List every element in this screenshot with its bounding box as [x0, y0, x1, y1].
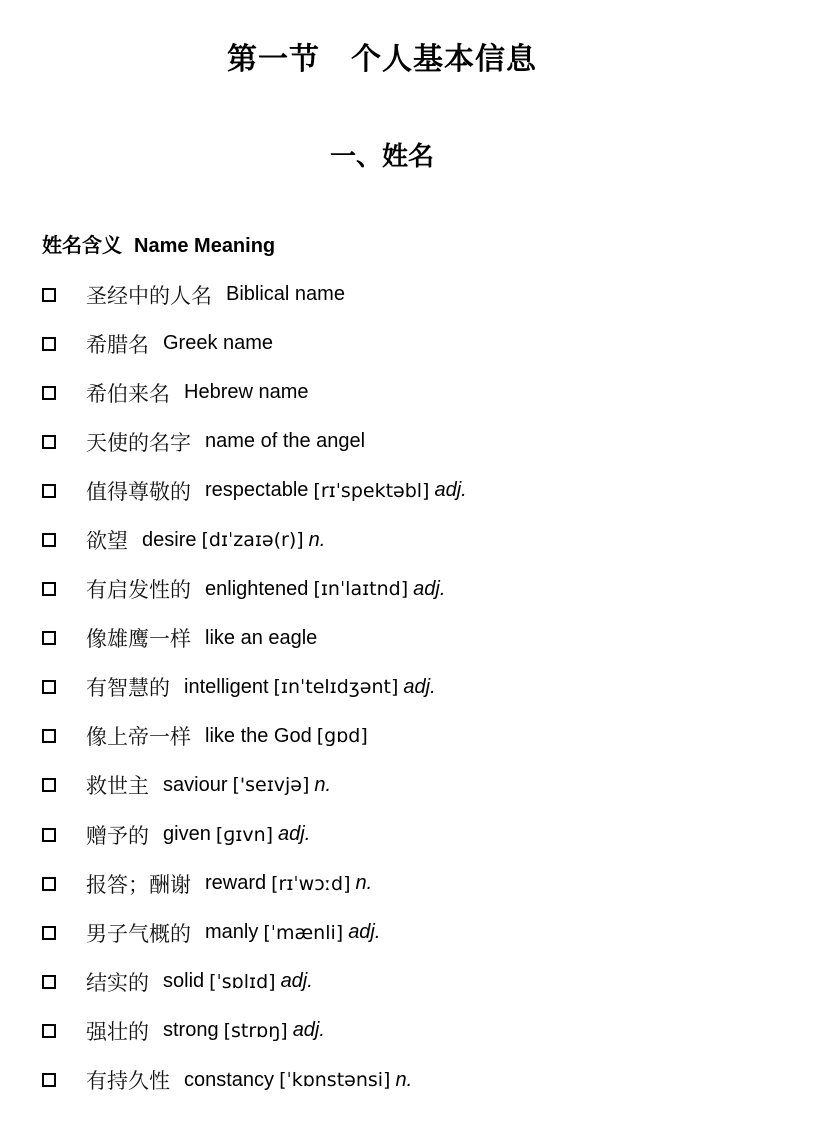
list-item [42, 908, 467, 957]
item-pos: adj. [413, 577, 446, 600]
item-phonetic: [gɒd] [316, 725, 368, 748]
item-phonetic: [rɪˈwɔːd] [271, 872, 351, 895]
item-phonetic: [ˈkɒnstənsi] [279, 1069, 391, 1092]
item-phonetic: [strɒŋ] [223, 1019, 288, 1042]
list-item [42, 761, 467, 810]
item-zh: 天使的名字 [86, 430, 191, 455]
item-en: manly [205, 921, 259, 944]
item-zh: 希伯来名 [86, 381, 170, 406]
item-phonetic: ['seɪvjə] [232, 774, 310, 797]
checkbox[interactable] [42, 435, 56, 449]
item-phonetic: [ˈsɒlɪd] [209, 970, 276, 993]
item-pos: adj. [403, 675, 436, 698]
item-phonetic: [ɪnˈlaɪtnd] [313, 578, 409, 601]
list-item [42, 466, 467, 515]
checkbox[interactable] [42, 877, 56, 891]
item-en: like the God [205, 724, 312, 747]
item-en: Biblical name [226, 283, 345, 306]
section-subtitle: 一、姓名 [329, 142, 434, 172]
item-zh: 赠予的 [86, 823, 149, 848]
list-item [42, 859, 467, 908]
item-phonetic: [ˈmænli] [263, 921, 344, 944]
item-en: Hebrew name [184, 381, 309, 404]
item-zh: 圣经中的人名 [86, 283, 212, 308]
item-en: Greek name [163, 332, 274, 355]
checkbox[interactable] [42, 288, 56, 302]
item-pos: adj. [292, 1019, 325, 1042]
list-item [42, 957, 467, 1006]
item-en: name of the angel [205, 430, 366, 453]
list-item [42, 515, 467, 564]
list-item [42, 368, 467, 417]
checkbox[interactable] [42, 484, 56, 498]
item-zh: 值得尊敬的 [86, 479, 191, 504]
item-zh: 有持久性 [86, 1069, 170, 1094]
checkbox[interactable] [42, 729, 56, 743]
name-meaning-heading [42, 229, 275, 258]
heading-zh: 姓名含义 [42, 233, 122, 257]
item-zh: 报答；酬谢 [86, 872, 191, 897]
checkbox[interactable] [42, 1073, 56, 1087]
item-pos: n. [314, 773, 332, 796]
item-en: saviour [163, 773, 228, 796]
heading-en: Name Meaning [134, 235, 276, 257]
item-zh: 强壮的 [86, 1019, 149, 1044]
checkbox[interactable] [42, 386, 56, 400]
item-en: like an eagle [205, 626, 318, 649]
checkbox[interactable] [42, 778, 56, 792]
checkbox[interactable] [42, 631, 56, 645]
list-item [42, 1056, 467, 1105]
item-phonetic: [rɪˈspektəbl] [313, 479, 430, 502]
item-zh: 男子气概的 [86, 921, 191, 946]
item-pos: adj. [280, 970, 313, 993]
checkbox[interactable] [42, 337, 56, 351]
list-item [42, 565, 467, 614]
item-en: strong [163, 1019, 219, 1042]
item-en: reward [205, 872, 267, 895]
item-zh: 结实的 [86, 970, 149, 995]
item-zh: 救世主 [86, 774, 149, 799]
item-en: intelligent [184, 675, 269, 698]
checkbox[interactable] [42, 533, 56, 547]
list-item [42, 810, 467, 859]
item-zh: 希腊名 [86, 332, 149, 357]
page-title: 第一节 个人基本信息 [227, 42, 537, 77]
item-pos: adj. [434, 479, 467, 502]
item-en: enlightened [205, 577, 309, 600]
item-phonetic: [ɡɪvn] [215, 823, 274, 846]
item-zh: 有启发性的 [86, 578, 191, 603]
list-item [42, 270, 467, 319]
item-en: desire [142, 528, 197, 551]
list-item [42, 1006, 467, 1055]
list-item [42, 663, 467, 712]
item-phonetic: [dɪˈzaɪə(r)] [201, 529, 304, 552]
item-zh: 像雄鹰一样 [86, 627, 191, 652]
item-pos: adj. [348, 921, 381, 944]
item-en: respectable [205, 479, 309, 502]
item-phonetic: [ɪnˈtelɪdʒənt] [273, 676, 399, 699]
checkbox[interactable] [42, 1024, 56, 1038]
item-pos: adj. [278, 823, 311, 846]
item-en: constancy [184, 1068, 275, 1091]
item-zh: 像上帝一样 [86, 725, 191, 750]
item-pos: n. [355, 872, 373, 895]
checkbox[interactable] [42, 828, 56, 842]
list-item [42, 319, 467, 368]
item-pos: n. [395, 1068, 413, 1091]
item-zh: 欲望 [86, 529, 128, 554]
checkbox[interactable] [42, 680, 56, 694]
item-en: solid [163, 970, 205, 993]
name-meaning-list [42, 270, 467, 1105]
list-item [42, 417, 467, 466]
list-item [42, 614, 467, 663]
checkbox[interactable] [42, 926, 56, 940]
item-zh: 有智慧的 [86, 676, 170, 701]
checkbox[interactable] [42, 975, 56, 989]
item-en: given [163, 823, 211, 846]
checkbox[interactable] [42, 582, 56, 596]
item-pos: n. [308, 528, 326, 551]
list-item [42, 712, 467, 761]
